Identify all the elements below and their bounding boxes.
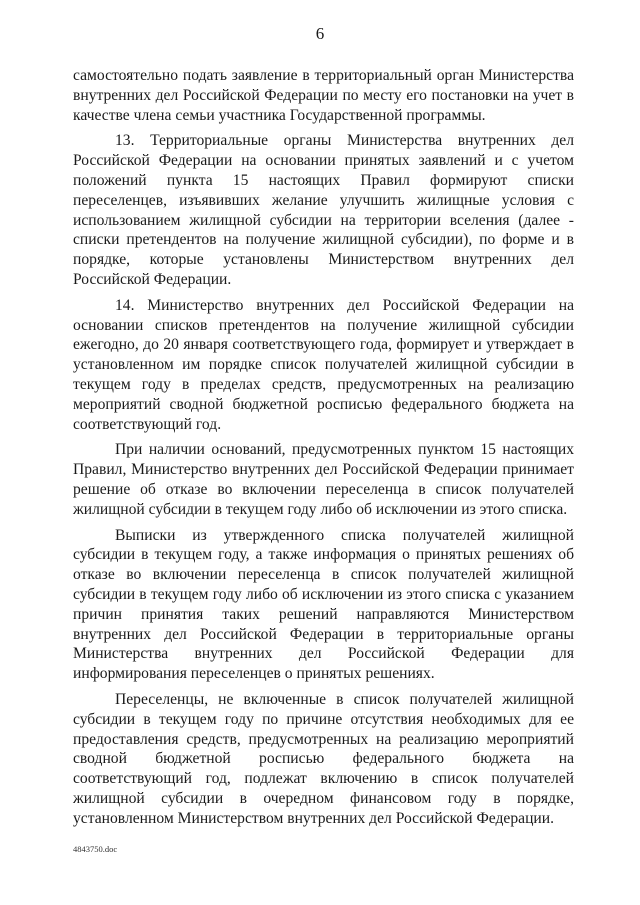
paragraph-not-included: Переселенцы, не включенные в список получателей жилищной субсидии в текущем году по причине отсутствия необходимых для ее предоставления средств, предусмотренных на реализацию мероприятий сводной бюджетной росписью федерального бюджета на соответствующий год, подлежат включению в список получателей жилищной субсидии в очередном финансовом году в порядке, установленном Министерством внутренних дел Российской Федерации. — [73, 690, 574, 827]
document-body — [73, 66, 574, 828]
document-file-id: 4843750.doc — [73, 844, 118, 854]
paragraph-extracts: Выписки из утвержденного списка получателей жилищной субсидии в текущем году, а также информация о принятых решениях об отказе во включении переселенца в список получателей жилищной субсидии в текущем году либо об исключении из этого списка с указанием причин принятия таких решений направляются Министерством внутренних дел Российской Федерации в территориальные органы Министерства внутренних дел Российской Федерации для информирования переселенцев о принятых решениях. — [73, 526, 574, 683]
paragraph-item-13: 13. Территориальные органы Министерства внутренних дел Российской Федерации на основании принятых заявлений и с учетом положений пункта 15 настоящих Правил формируют списки переселенцев, изъявивших желание улучшить жилищные условия с использованием жилищной субсидии на территории вселения (далее - списки претендентов на получение жилищной субсидии), по форме и в порядке, которые установлены Министерством внутренних дел Российской Федерации. — [73, 132, 574, 288]
page-number: 6 — [315, 24, 325, 43]
paragraph-continuation: самостоятельно подать заявление в территориальный орган Министерства внутренних дел Российской Федерации по месту его постановки на учет в качестве члена семьи участника Государственной программы. — [73, 67, 574, 124]
paragraph-item-14: 14. Министерство внутренних дел Российской Федерации на основании списков претендентов на получение жилищной субсидии ежегодно, до 20 января соответствующего года, формирует и утверждает в установленном им порядке список получателей жилищной субсидии в текущем году в пределах средств, предусмотренных на реализацию мероприятий сводной бюджетной росписью федерального бюджета на соответствующий год. — [73, 296, 574, 433]
paragraph-refusal-grounds: При наличии оснований, предусмотренных пунктом 15 настоящих Правил, Министерство внутренних дел Российской Федерации принимает решение об отказе во включении переселенца в список получателей жилищной субсидии в текущем году либо об исключении из этого списка. — [73, 441, 574, 518]
